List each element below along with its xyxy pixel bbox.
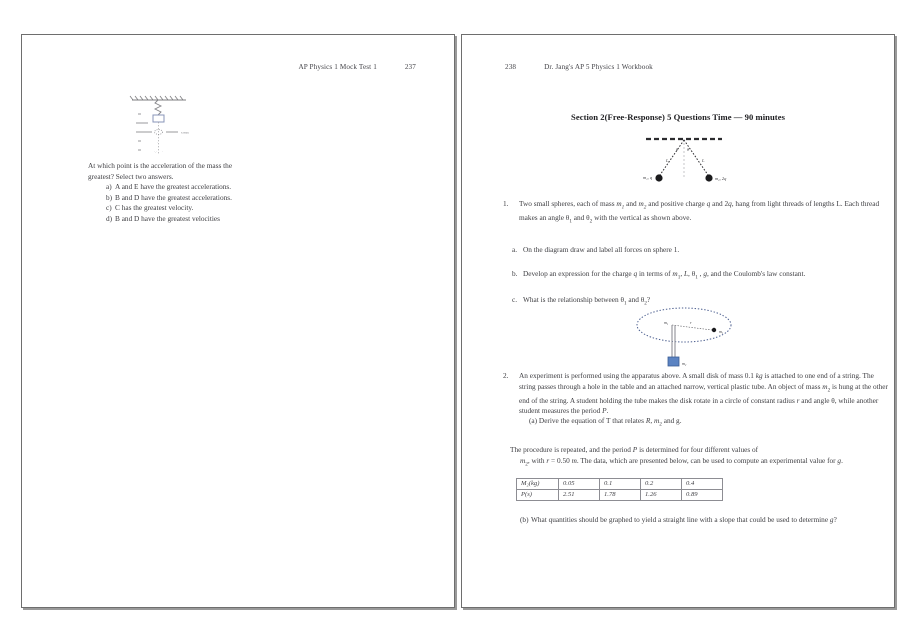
part-b-question-label: (b) [520,515,529,525]
choice-b-text: B and D have the greatest accelerations. [115,192,232,202]
part-c-label: c. [512,295,518,305]
table-row [517,490,723,501]
left-page-folio: 237 [404,63,416,71]
two-hanging-spheres-figure [614,131,754,191]
question-1-text: Two small spheres, each of mass $m_1$ and $m_2$ and positive charge q and 2q, hang from light threads of lengths L. Each thread makes an angle $\theta_1$ and $\theta_2$ with the vertical as shown above. [519,199,880,225]
choice-c-text: C has the greatest velocity. [115,203,194,213]
mass-value-1: 0.05 [559,479,600,490]
right-running-head [505,63,653,71]
repeat-procedure-paragraph [510,445,876,469]
part-a-text: On the diagram draw and label all forces on sphere 1. [523,245,680,255]
mass-value-3: 0.2 [641,479,682,490]
part-b-question-text: What quantities should be graphed to yield a straight line with a slope that could be used to determine g? [531,515,837,525]
svg-text:θ: θ [676,147,679,152]
svg-text:m₂: m₂ [682,361,687,366]
svg-text:m₁: m₁ [664,320,669,325]
question-2-text: An experiment is performed using the apparatus above. A small disk of mass 0.1 kg is attached to one end of a string. The string passes through a hole in the table and an attached narrow, vertical plastic tube. An object of mass $m_2$ is hung at the other end of the string. A student holding the tube makes the disk rotate in a circle of constant radius r and angle θ, while another student measures the period P. [519,371,888,415]
mass-value-4: 0.4 [682,479,723,490]
svg-text:·.·: ·.· [154,149,157,154]
svg-text:x max: x max [181,130,189,135]
period-mass-data-table [516,478,723,501]
question-stem: At which point is the acceleration of the mass the greatest? Select two answers. [88,161,233,181]
period-value-3: 1.26 [641,490,682,501]
question-1-paragraph [503,199,889,227]
left-running-head-title: AP Physics 1 Mock Test 1 [298,63,377,71]
part-b-text: Develop an expression for the charge q in terms of $m_1$, L, $\theta_1$ , g, and the Coulomb's law constant. [523,269,806,281]
part-a-label: a. [512,245,518,255]
mass-on-spring-figure [124,93,220,159]
left-question-block [88,161,236,225]
svg-text:m₁, q: m₁, q [643,175,653,180]
period-value-4: 0.89 [682,490,723,501]
repeat-procedure-text-2: $m_2$, with r = 0.50 m. The data, which are presented below, can be used to compute an experimental value for g. [520,455,843,468]
row-header-period: P(s) [517,490,559,501]
question-2-part-a: (a) Derive the equation of T that relates R, $m_2$ and g. [529,416,682,428]
rotating-disk-apparatus-figure [630,303,742,369]
right-running-head-title: Dr. Jang's AP 5 Physics 1 Workbook [544,63,653,71]
svg-text:m₁: m₁ [719,329,724,334]
svg-text:·: · [162,149,164,154]
part-a-paragraph [512,245,883,255]
choice-a-text: A and E have the greatest accelerations. [115,182,232,192]
left-running-head [298,63,416,71]
svg-text:L: L [702,158,705,163]
table-row [517,479,723,490]
row-header-mass: M₂(kg) [517,479,559,490]
choice-b-marker: b) [106,192,113,202]
page-right [461,34,895,608]
question-2-number: 2. [503,371,509,381]
choice-c-marker: c) [106,203,112,213]
choice-a-marker: a) [106,182,112,192]
svg-text:θ: θ [687,147,690,152]
right-page-folio: 238 [505,63,517,71]
mass-value-2: 0.1 [600,479,641,490]
question-1-number: 1. [503,199,509,209]
part-b-label: b. [512,269,518,279]
part-c-text: What is the relationship between $\theta_1$ and $\theta_2$? [523,295,651,307]
svg-text:m₂, 2q: m₂, 2q [715,176,727,181]
answer-choice-d[interactable] [106,214,236,225]
part-b-paragraph [512,269,885,283]
choice-d-marker: d) [106,213,113,223]
part-b-question-paragraph [520,515,883,525]
question-2-paragraph [503,371,889,430]
svg-text:·: · [157,140,159,145]
period-value-2: 1.78 [600,490,641,501]
section-title: Section 2(Free-Response) 5 Questions Time — 90 minutes [571,112,785,122]
svg-text:r: r [690,320,692,325]
svg-text:L: L [666,158,669,163]
answer-choice-c[interactable] [106,203,236,214]
answer-choice-list [88,182,236,224]
answer-choice-b[interactable] [106,193,236,204]
page-left [21,34,455,608]
answer-choice-a[interactable] [106,182,236,193]
period-value-1: 2.51 [559,490,600,501]
data-table-wrapper [516,478,723,501]
choice-d-text: B and D have the greatest velocities [115,213,220,223]
repeat-procedure-text: The procedure is repeated, and the period P is determined for four different values of [510,445,759,455]
